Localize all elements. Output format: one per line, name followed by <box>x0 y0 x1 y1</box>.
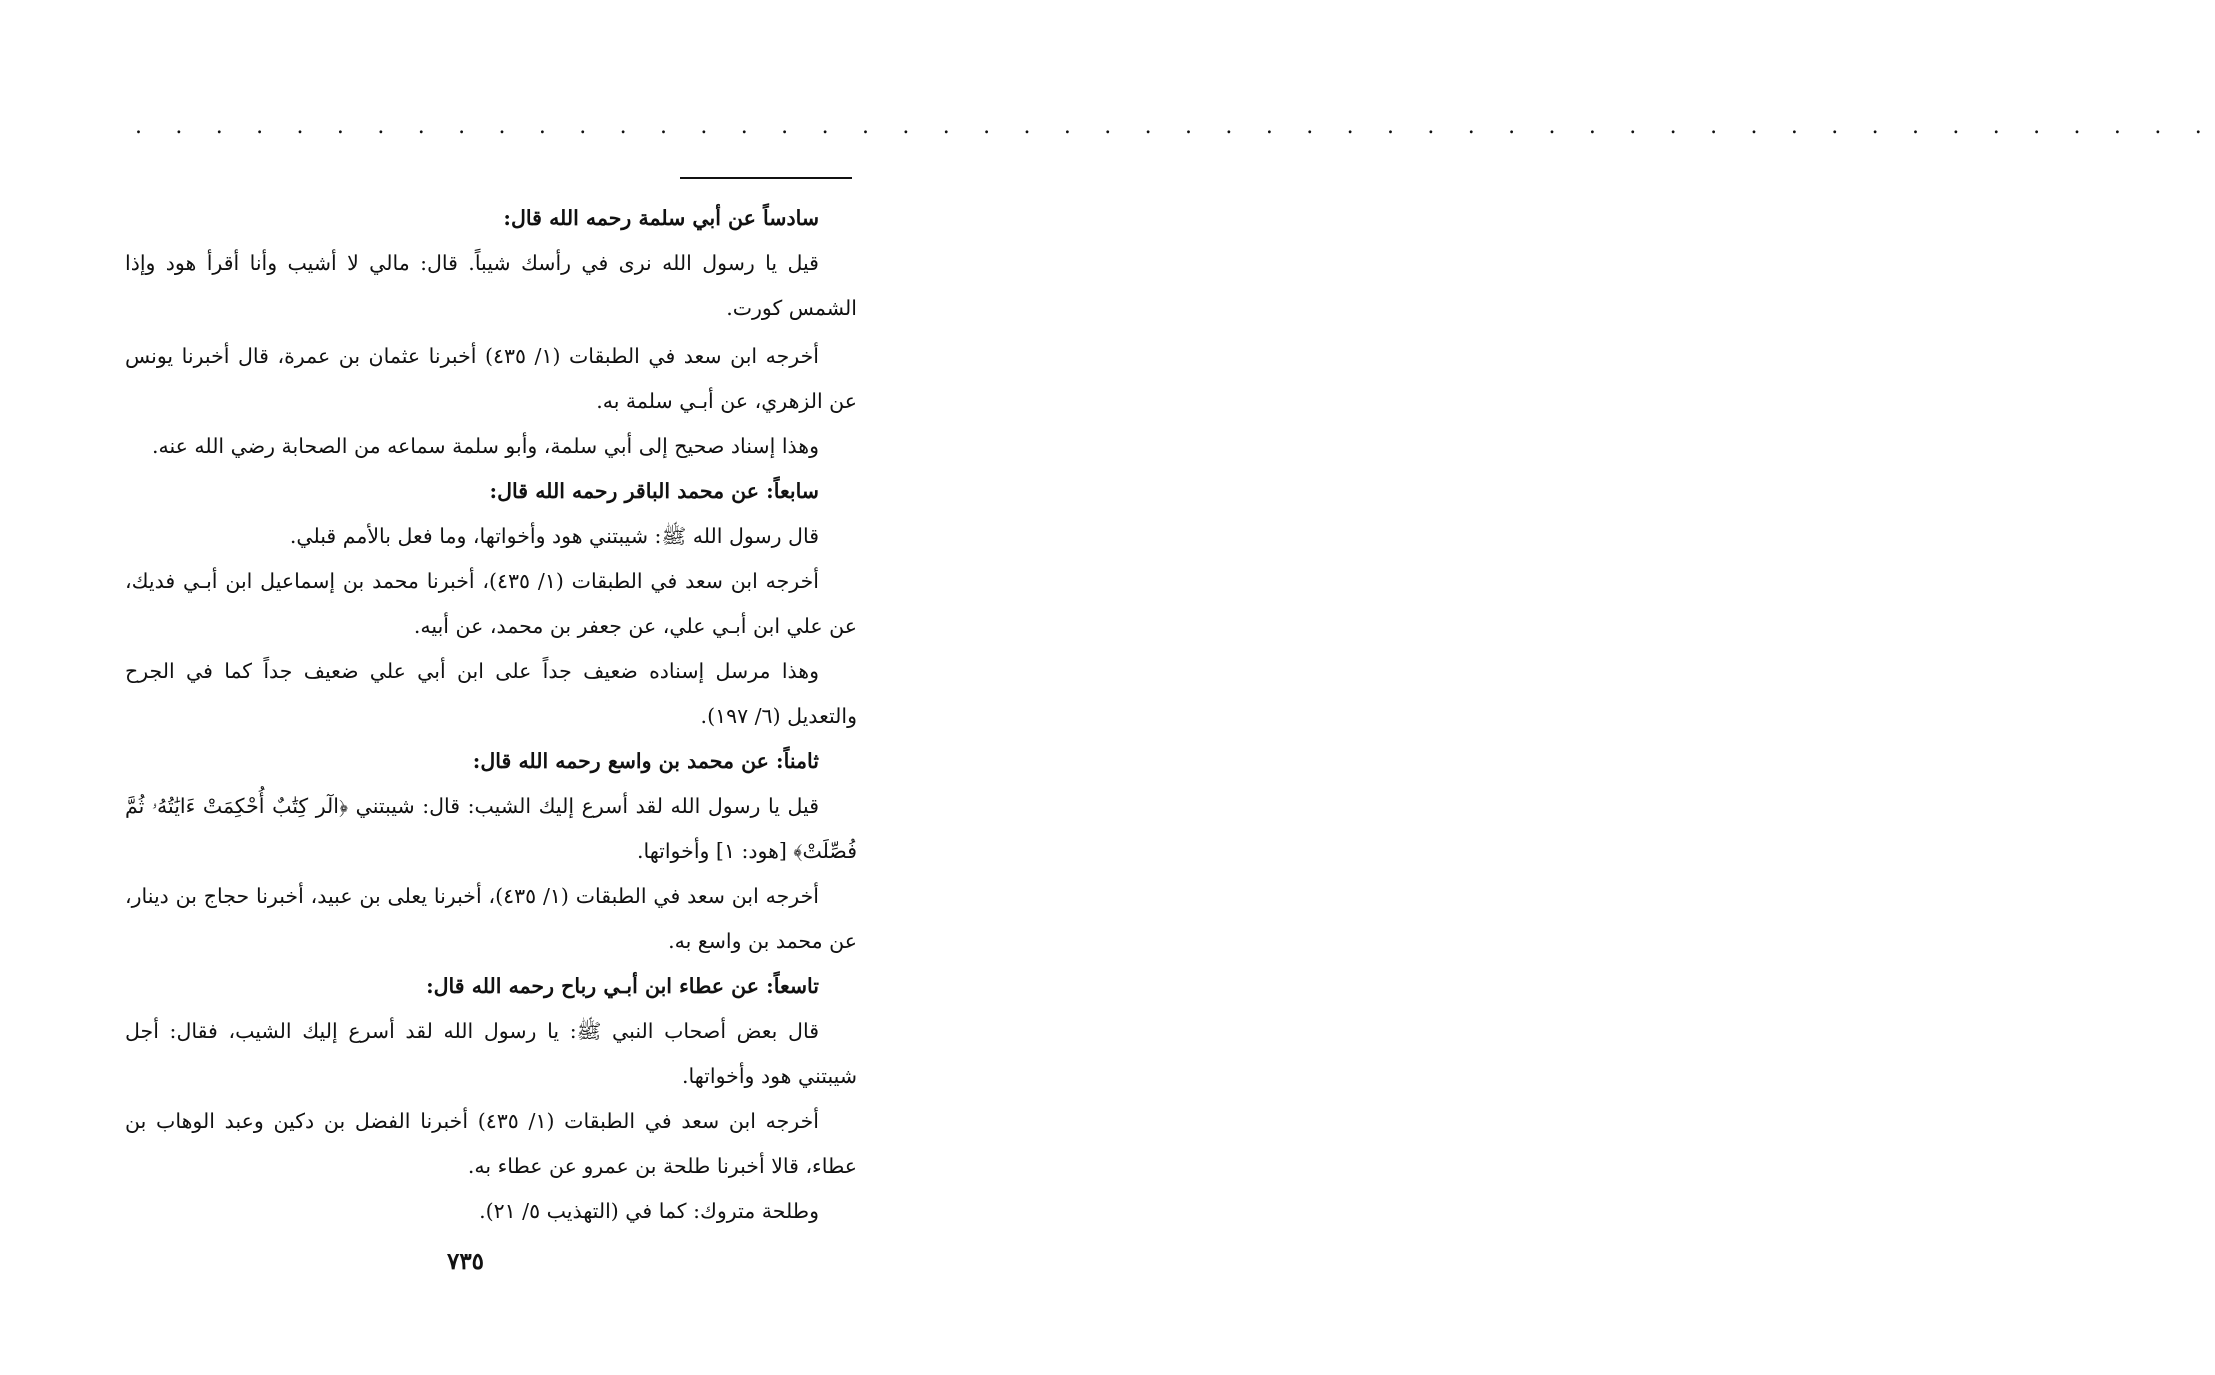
paragraph: أخرجه ابن سعد في الطبقات (١/ ٤٣٥)، أخبرنا يعلى بن عبيد، أخبرنا حجاج بن دينار، عن محمد بن واسع به. <box>125 884 857 953</box>
separator-dots: . . . . . . . . . . . . . . . . . . . . . . . . . . . . . . . . . . . . . . . . . . . . . . . . . . . . <box>135 114 2215 139</box>
section-heading: تاسعاً: عن عطاء ابن أبـي رباح رحمه الله قال: <box>426 974 819 998</box>
section-heading: ثامناً: عن محمد بن واسع رحمه الله قال: <box>472 749 819 773</box>
page-text <box>125 196 857 1234</box>
section-heading: سادساً عن أبي سلمة رحمه الله قال: <box>503 206 819 230</box>
paragraph: أخرجه ابن سعد في الطبقات (١/ ٤٣٥) أخبرنا عثمان بن عمرة، قال أخبرنا يونس عن الزهري، عن أبـي سلمة به. <box>125 344 857 413</box>
paragraph: قال بعض أصحاب النبي ﷺ: يا رسول الله لقد أسرع إليك الشيب، فقال: أجل شيبتني هود وأخواتها. <box>125 1019 857 1088</box>
paragraph: قيل يا رسول الله لقد أسرع إليك الشيب: قال: شيبتني ﴿الٓر كِتَٰبٌ أُحْكِمَتْ ءَايَٰتُهُۥ ثُمَّ فُصِّلَتْ﴾ [هود: ١] وأخواتها. <box>125 794 857 863</box>
footnote-rule <box>680 177 852 179</box>
paragraph: وهذا مرسل إسناده ضعيف جداً على ابن أبي علي ضعيف جداً كما في الجرح والتعديل (٦/ ١٩٧). <box>125 659 857 728</box>
paragraph: وهذا إسناد صحيح إلى أبي سلمة، وأبو سلمة سماعه من الصحابة رضي الله عنه. <box>151 434 819 458</box>
paragraph: أخرجه ابن سعد في الطبقات (١/ ٤٣٥)، أخبرنا محمد بن إسماعيل ابن أبـي فديك، عن علي ابن أبـي علي، عن جعفر بن محمد، عن أبيه. <box>125 569 857 638</box>
paragraph: وطلحة متروك: كما في (التهذيب ٥/ ٢١). <box>479 1199 819 1223</box>
section-heading: سابعاً: عن محمد الباقر رحمه الله قال: <box>489 479 819 503</box>
paragraph: أخرجه ابن سعد في الطبقات (١/ ٤٣٥) أخبرنا الفضل بن دكين وعبد الوهاب بن عطاء، قالا أخبرنا طلحة بن عمرو عن عطاء به. <box>125 1109 857 1178</box>
paragraph: قيل يا رسول الله نرى في رأسك شيباً. قال: مالي لا أشيب وأنا أقرأ هود وإذا الشمس كورت. <box>125 251 857 320</box>
page-number: ٧٣٥ <box>446 1248 485 1275</box>
paragraph: قال رسول الله ﷺ: شيبتني هود وأخواتها، وما فعل بالأمم قبلي. <box>289 524 819 548</box>
